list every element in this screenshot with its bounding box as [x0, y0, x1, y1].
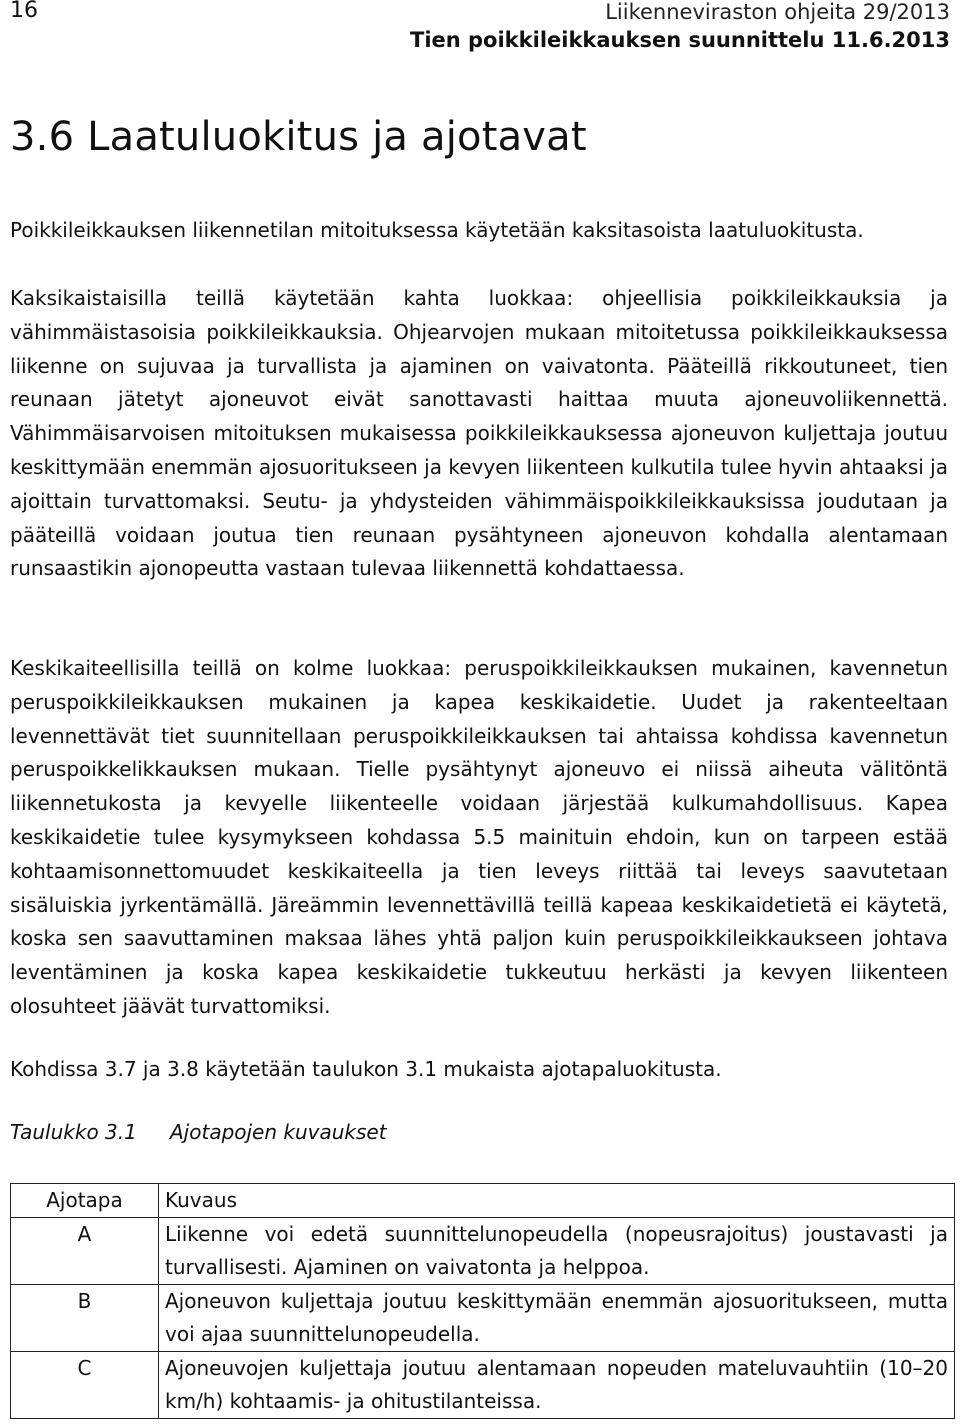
paragraph-two-lane-roads: Kaksikaistaisilla teillä käytetään kahta luokkaa: ohjeellisia poikkileikkauksia ja vähimmäistasoisia poikkileikkauksia. Ohjearvojen mukaan mitoitetussa poikkileikkauksessa liikenne on sujuvaa ja turvallista ja ajaminen on vaivatonta. Pääteillä rikkoutuneet, tien reunaan jätetyt ajoneuvot eivät sanottavasti haittaa muuta ajoneuvoliikennettä. Vähimmäisarvoisen mitoituksen mukaisessa poikkileikkauksessa ajoneuvon kuljettaja joutuu keskittymään enemmän ajosuoritukseen ja kevyen liikenteen kulkutila tulee hyvin ahtaaksi ja ajoittain turvattomaksi. Seutu- ja yhdysteiden vähimmäispoikkileikkauksissa joudutaan ja pääteillä voidaan joutua tien reunaan pysähtyneen ajoneuvon kohdalla alentamaan runsaastikin ajonopeutta vastaan tulevaa liikennettä kohdattaessa.	[10, 286, 948, 581]
section-heading: 3.6 Laatuluokitus ja ajotavat	[10, 114, 587, 160]
table-row	[11, 1285, 955, 1352]
table-caption	[10, 1120, 387, 1144]
table-row	[11, 1218, 955, 1285]
table-header-row	[11, 1184, 955, 1218]
table-row	[11, 1352, 955, 1419]
column-header-kuvaus: Kuvaus	[159, 1184, 955, 1218]
paragraph-table-reference: Kohdissa 3.7 ja 3.8 käytetään taulukon 3.1 mukaista ajotapaluokitusta.	[10, 1057, 722, 1081]
document-title: Tien poikkileikkauksen suunnittelu 11.6.2013	[410, 28, 950, 52]
table-caption-title: Ajotapojen kuvaukset	[170, 1120, 387, 1144]
kuvaus-cell: Ajoneuvojen kuljettaja joutuu alentamaan nopeuden mateluvauhtiin (10–20 km/h) kohtaamis- ja ohitustilanteissa.	[159, 1352, 955, 1419]
ajotapa-cell: B	[11, 1285, 159, 1352]
column-header-ajotapa: Ajotapa	[11, 1184, 159, 1218]
publication-series: Liikenneviraston ohjeita 29/2013	[605, 0, 950, 24]
driving-mode-table	[10, 1183, 955, 1419]
page-number: 16	[10, 0, 38, 23]
kuvaus-cell: Ajoneuvon kuljettaja joutuu keskittymään enemmän ajosuoritukseen, mutta voi ajaa suunnittelunopeudella.	[159, 1285, 955, 1352]
kuvaus-cell: Liikenne voi edetä suunnittelunopeudella (nopeusrajoitus) joustavasti ja turvallisesti. Ajaminen on vaivatonta ja helppoa.	[159, 1218, 955, 1285]
paragraph-median-barrier-roads: Keskikaiteellisilla teillä on kolme luokkaa: peruspoikkileikkauksen mukainen, kavennetun peruspoikkileikkauksen mukainen ja kapea keskikaidetie. Uudet ja rakenteeltaan levennettävät tiet suunnitellaan peruspoikkileikkauksen tai ahtaissa kohdissa kavennetun peruspoikkelikkauksen mukaan. Tielle pysähtynyt ajoneuvo ei niissä aiheuta välitöntä liikennetukosta ja kevyelle liikenteelle voidaan järjestää kulkumahdollisuus. Kapea keskikaidetie tulee kysymykseen kohdassa 5.5 mainituin ehdoin, kun on tarpeen estää kohtaamisonnettomuudet keskikaiteella ja tien leveys riittää tai leveys saavutetaan sisäluiskia jyrkentämällä. Järeämmin levennettävillä teillä kapeaa keskikaidetietä ei käytetä, koska sen saavuttaminen maksaa lähes yhtä paljon kuin peruspoikkileikkaukseen johtava leventäminen ja koska kapea keskikaidetie tukkeutuu herkästi ja kevyen liikenteen olosuhteet jäävät turvattomiksi.	[10, 656, 948, 1018]
ajotapa-cell: A	[11, 1218, 159, 1285]
ajotapa-cell: C	[11, 1352, 159, 1419]
paragraph-intro: Poikkileikkauksen liikennetilan mitoituksessa käytetään kaksitasoista laatuluokitusta.	[10, 218, 864, 242]
running-header	[410, 0, 950, 54]
table-caption-label: Taulukko 3.1	[10, 1120, 137, 1144]
